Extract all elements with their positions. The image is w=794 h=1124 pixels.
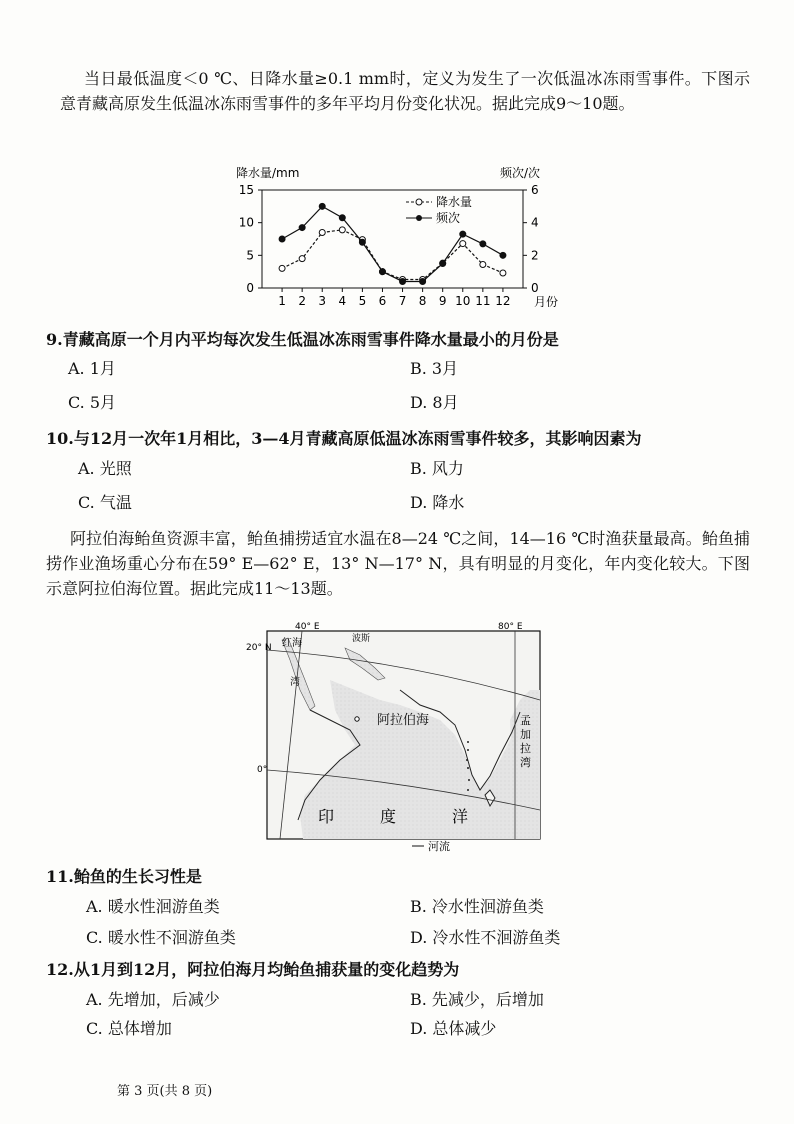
x-tick-label-1: 2	[298, 294, 306, 308]
q10-option-b[interactable]: B. 风力	[410, 459, 464, 478]
y-tick-label-left-3: 15	[238, 183, 254, 197]
series-1-point-5	[379, 269, 385, 275]
chart-ylabel-right: 频次/次	[500, 166, 541, 180]
y-tick-label-right-3: 6	[531, 183, 539, 197]
lon-label-80e: 80° E	[498, 622, 523, 632]
chart-ylabel-left: 降水量/mm	[236, 166, 300, 180]
y-tick-label-right-0: 0	[531, 281, 539, 295]
q9-option-d[interactable]: D. 8月	[410, 393, 459, 412]
x-tick-label-9: 10	[455, 294, 471, 308]
series-1-point-3	[339, 215, 345, 221]
x-tick-label-2: 3	[318, 294, 327, 308]
y-tick-label-right-1: 2	[531, 248, 539, 263]
series-0-point-11	[500, 270, 506, 276]
series-1-point-10	[480, 241, 486, 247]
legend-freq-marker	[416, 215, 422, 221]
question-9-stem: 9.青藏高原一个月内平均每次发生低温冰冻雨雪事件降水量最小的月份是	[46, 330, 559, 349]
q10-option-d[interactable]: D. 降水	[410, 493, 465, 512]
intro-text-2: 阿拉伯海鲐鱼资源丰富，鲐鱼捕捞适宜水温在8—24 ℃之间，14—16 ℃时渔获量最高。鲐鱼捕捞作业渔场重心分布在59° E—62° E，13° N—17° N，具有明显的月变化，年内变化较大。下图示意阿拉伯海位置。据此完成11～13题。	[46, 529, 750, 598]
x-tick-label-0: 1	[278, 294, 286, 308]
intro-text-1: 当日最低温度＜0 ℃、日降水量≥0.1 mm时，定义为发生了一次低温冰冻雨雪事件。下图示意青藏高原发生低温冰冻雨雪事件的多年平均月份变化状况。据此完成9～10题。	[60, 69, 750, 113]
x-tick-label-6: 7	[398, 294, 407, 308]
legend-freq-label: 频次	[436, 211, 461, 225]
chart-x-unit: 月份	[534, 295, 559, 309]
q10-option-a[interactable]: A. 光照	[78, 459, 132, 478]
lon-label-40e: 40° E	[295, 622, 320, 632]
series-1-point-6	[400, 278, 406, 284]
q12-option-a[interactable]: A. 先增加，后减少	[86, 990, 220, 1009]
series-1-point-7	[420, 278, 426, 284]
question-11-stem: 11.鲐鱼的生长习性是	[46, 867, 202, 886]
series-1-point-8	[440, 261, 446, 267]
series-1-point-0	[279, 236, 285, 242]
bengal-label-3: 拉	[520, 742, 531, 755]
persian-label: 波斯	[352, 634, 371, 644]
ocean-label-1: 印	[318, 807, 335, 826]
intro-paragraph-1	[60, 66, 750, 116]
series-0-point-2	[319, 229, 325, 235]
x-tick-label-10: 11	[475, 294, 491, 308]
page-footer: 第 3 页(共 8 页)	[117, 1084, 213, 1099]
q9-option-b[interactable]: B. 3月	[410, 359, 459, 378]
series-0-point-3	[339, 227, 345, 233]
series-0-point-0	[279, 265, 285, 271]
y-tick-label-right-2: 4	[531, 215, 539, 230]
series-1-point-9	[460, 231, 466, 237]
series-0-point-10	[480, 261, 486, 267]
chart-frame	[262, 190, 523, 288]
x-tick-label-7: 8	[418, 294, 427, 308]
question-10-stem: 10.与12月一次年1月相比，3—4月青藏高原低温冰冻雨雪事件较多，其影响因素为	[46, 429, 642, 448]
lat-label-0: 0°	[257, 765, 268, 775]
y-tick-label-left-1: 5	[246, 248, 254, 263]
legend-precip-label: 降水量	[436, 195, 473, 209]
line-chart	[0, 165, 794, 309]
sea-label: 阿拉伯海	[377, 713, 430, 728]
series-1-point-1	[299, 225, 305, 231]
bengal-label-4: 湾	[520, 756, 531, 769]
x-tick-label-3: 4	[338, 294, 347, 308]
x-tick-label-8: 9	[438, 294, 447, 308]
q10-option-c[interactable]: C. 气温	[78, 493, 132, 512]
q12-option-d[interactable]: D. 总体减少	[410, 1019, 497, 1038]
river-legend-label: 河流	[428, 840, 450, 853]
series-1-point-4	[359, 239, 365, 245]
series-1-point-11	[500, 252, 506, 258]
q11-option-c[interactable]: C. 暖水性不洄游鱼类	[86, 928, 236, 947]
q9-option-a[interactable]: A. 1月	[68, 359, 116, 378]
question-12-stem: 12.从1月到12月，阿拉伯海月均鲐鱼捕获量的变化趋势为	[46, 960, 460, 979]
series-0-point-1	[299, 256, 305, 262]
ocean-label-2: 度	[380, 807, 397, 826]
intro-paragraph-2	[46, 526, 750, 601]
lat-label-20n: 20° N	[246, 643, 272, 653]
chart-legend	[406, 194, 472, 225]
q12-option-c[interactable]: C. 总体增加	[86, 1019, 172, 1038]
q11-option-b[interactable]: B. 冷水性洄游鱼类	[410, 897, 544, 916]
x-tick-label-11: 12	[495, 294, 511, 308]
y-tick-label-left-0: 0	[246, 281, 254, 295]
x-tick-label-5: 6	[378, 294, 387, 308]
red-sea-label: 红海	[282, 638, 302, 649]
x-tick-label-4: 5	[358, 294, 367, 308]
ocean-label-3: 洋	[452, 807, 469, 826]
bengal-label-2: 加	[520, 728, 531, 741]
arabian-sea-map	[0, 620, 794, 860]
y-tick-label-left-2: 10	[238, 215, 254, 230]
series-0-point-9	[460, 241, 466, 247]
series-line-1	[282, 206, 503, 281]
gulf-label: 湾	[290, 677, 300, 688]
q12-option-b[interactable]: B. 先减少，后增加	[410, 990, 544, 1009]
q9-option-c[interactable]: C. 5月	[68, 393, 117, 412]
bengal-label-1: 孟	[520, 714, 531, 727]
q11-option-a[interactable]: A. 暖水性洄游鱼类	[86, 897, 220, 916]
legend-precip-marker	[416, 199, 422, 205]
series-1-point-2	[319, 203, 325, 209]
fishing-ground-marker	[355, 717, 359, 721]
q11-option-d[interactable]: D. 冷水性不洄游鱼类	[410, 928, 561, 947]
